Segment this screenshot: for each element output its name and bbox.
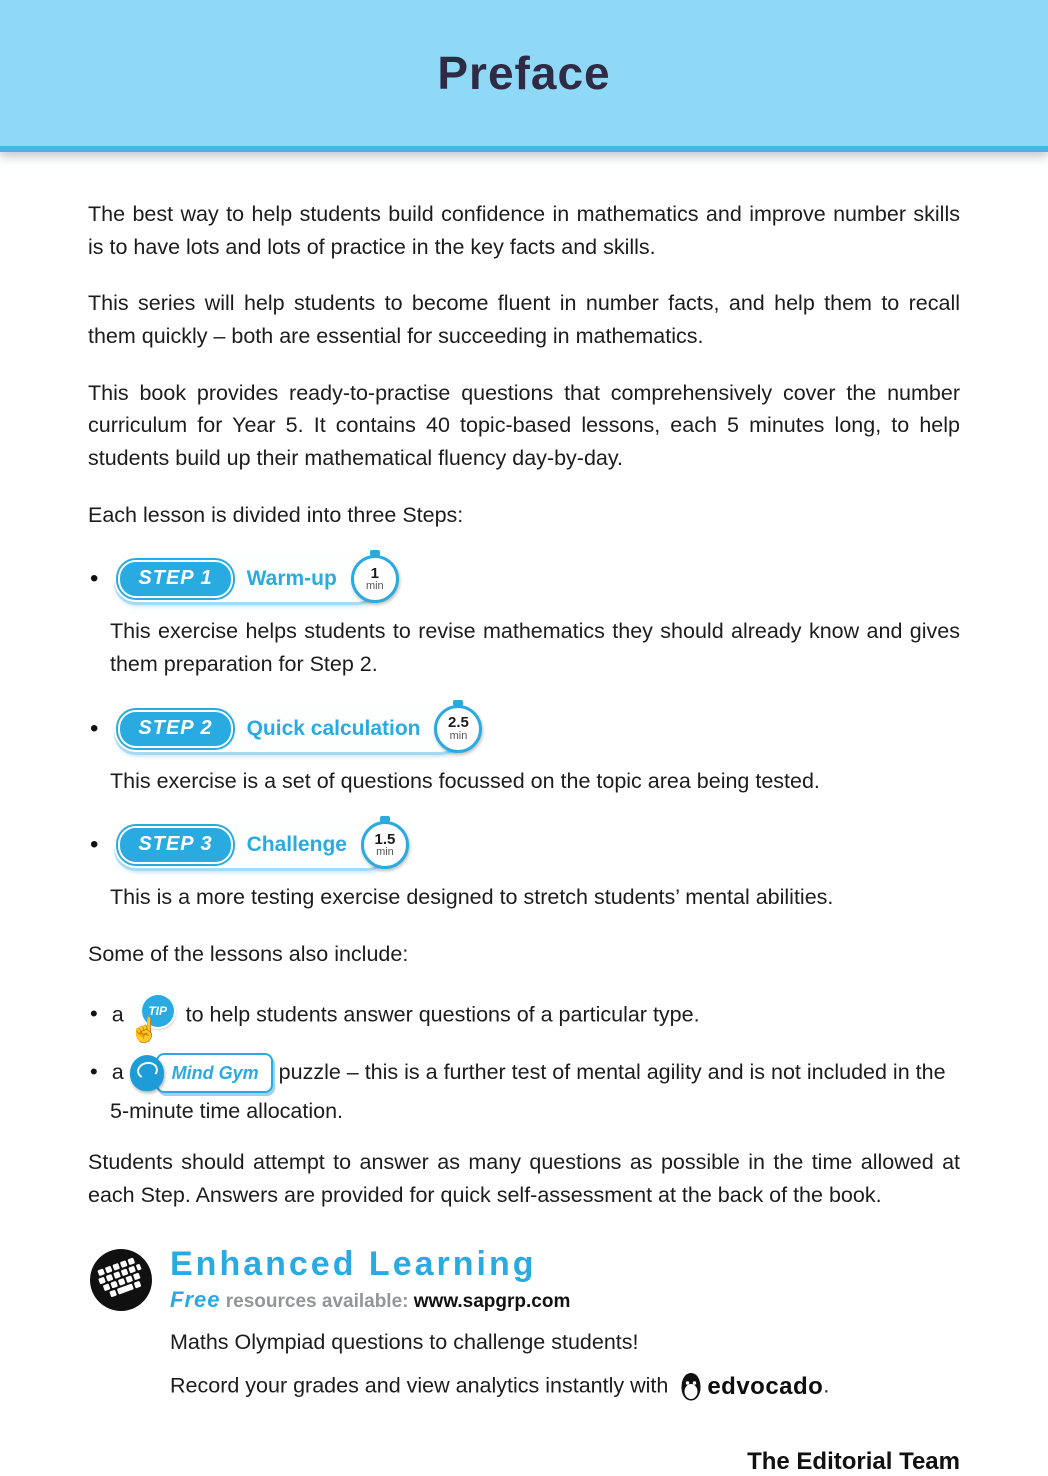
header-banner [0, 0, 1048, 152]
mindgym-text: puzzle – this is a further test of mental agility and is not included in the 5-minute time allocation. [110, 1059, 946, 1124]
step-2-badge: STEP 2 [118, 710, 232, 748]
step-2-row [90, 705, 960, 753]
bullet-icon: • [90, 1001, 98, 1027]
tip-badge: TIP [142, 995, 174, 1027]
step-2-capsule [114, 706, 462, 752]
enhanced-learning-body [170, 1245, 829, 1402]
tip-prefix: a [111, 1002, 124, 1027]
paragraph-intro-3: This book provides ready-to-practise questions that comprehensively cover the number curriculum for Year 5. It contains 40 topic-based lessons, each 5 minutes long, to help students build up their mathematical fluency day-by-day. [88, 380, 960, 471]
pointing-hand-icon: ☝ [129, 1016, 160, 1044]
timer-minutes: 1.5 [374, 830, 396, 848]
step-1-pill [114, 555, 398, 603]
enhanced-line-2-text: Record your grades and view analytics instantly with [170, 1373, 669, 1398]
keyboard-icon [88, 1247, 170, 1318]
enhanced-line-2 [170, 1372, 829, 1402]
step-3-description: This is a more testing exercise designed to stretch students’ mental abilities. [110, 885, 834, 910]
step-3-badge: STEP 3 [118, 826, 232, 864]
enhanced-line-1: Maths Olympiad questions to challenge students! [170, 1330, 639, 1355]
step-1-row [90, 555, 960, 603]
step-3-name: Challenge [246, 833, 347, 857]
step-1-description: This exercise helps students to revise mathematics they should already know and gives them preparation for Step 2. [110, 619, 960, 677]
step-3-capsule [114, 822, 389, 868]
timer-minutes: 1 [370, 564, 379, 582]
paragraph-closing: Students should attempt to answer as many questions as possible in the time allowed at each Step. Answers are provided for quick self-assessment at the back of the book. [88, 1149, 960, 1207]
sentence-period: . [823, 1373, 830, 1398]
free-label: Free [170, 1287, 221, 1313]
website-url: www.sapgrp.com [413, 1291, 571, 1313]
content-area [0, 152, 1048, 1476]
timer-unit: min [449, 729, 468, 742]
step-2-pill [114, 705, 482, 753]
resources-label: resources available: [225, 1291, 409, 1313]
enhanced-learning-section [88, 1245, 960, 1402]
stopwatch-icon [351, 555, 399, 603]
enhanced-learning-title: Enhanced Learning [170, 1245, 537, 1284]
brain-head-icon [130, 1055, 164, 1091]
bullet-icon: • [90, 831, 99, 859]
step-3-row [90, 821, 960, 869]
edvocado-wordmark: edvocado [707, 1373, 824, 1401]
step-3-pill [114, 821, 409, 869]
editorial-signature: The Editorial Team [747, 1448, 960, 1476]
step-1-badge: STEP 1 [118, 560, 232, 598]
stopwatch-icon [361, 821, 409, 869]
edvocado-icon [678, 1372, 704, 1402]
edvocado-logo [678, 1372, 823, 1402]
mindgym-bullet-row [90, 1053, 960, 1130]
paragraph-intro-2: This series will help students to become fluent in number facts, and help them to recall them quickly – both are essential for succeeding in mathematics. [88, 291, 960, 349]
step-2-description: This exercise is a set of questions focussed on the topic area being tested. [110, 768, 820, 793]
paragraph-steps-intro: Each lesson is divided into three Steps: [88, 502, 464, 527]
mind-gym-label: Mind Gym [156, 1053, 273, 1094]
bullet-icon: • [90, 565, 99, 593]
bullet-icon: • [90, 714, 99, 742]
step-1-capsule [114, 556, 378, 602]
tip-icon [129, 995, 180, 1044]
tip-bullet-row [90, 995, 960, 1044]
enhanced-learning-subtitle [170, 1287, 829, 1313]
timer-minutes: 2.5 [448, 714, 469, 732]
page-title: Preface [437, 47, 611, 99]
includes-intro: Some of the lessons also include: [88, 942, 409, 967]
timer-unit: min [365, 580, 384, 593]
mindgym-prefix: a [111, 1059, 124, 1084]
paragraph-intro-1: The best way to help students build confidence in mathematics and improve number skills is to have lots and lots of practice in the key facts and skills. [88, 202, 960, 259]
stopwatch-icon [434, 705, 482, 753]
mind-gym-icon [130, 1053, 273, 1094]
step-1-name: Warm-up [246, 567, 337, 591]
timer-unit: min [376, 846, 394, 859]
step-2-name: Quick calculation [246, 716, 421, 740]
bullet-icon: • [90, 1058, 98, 1084]
tip-text: to help students answer questions of a particular type. [185, 1002, 700, 1027]
